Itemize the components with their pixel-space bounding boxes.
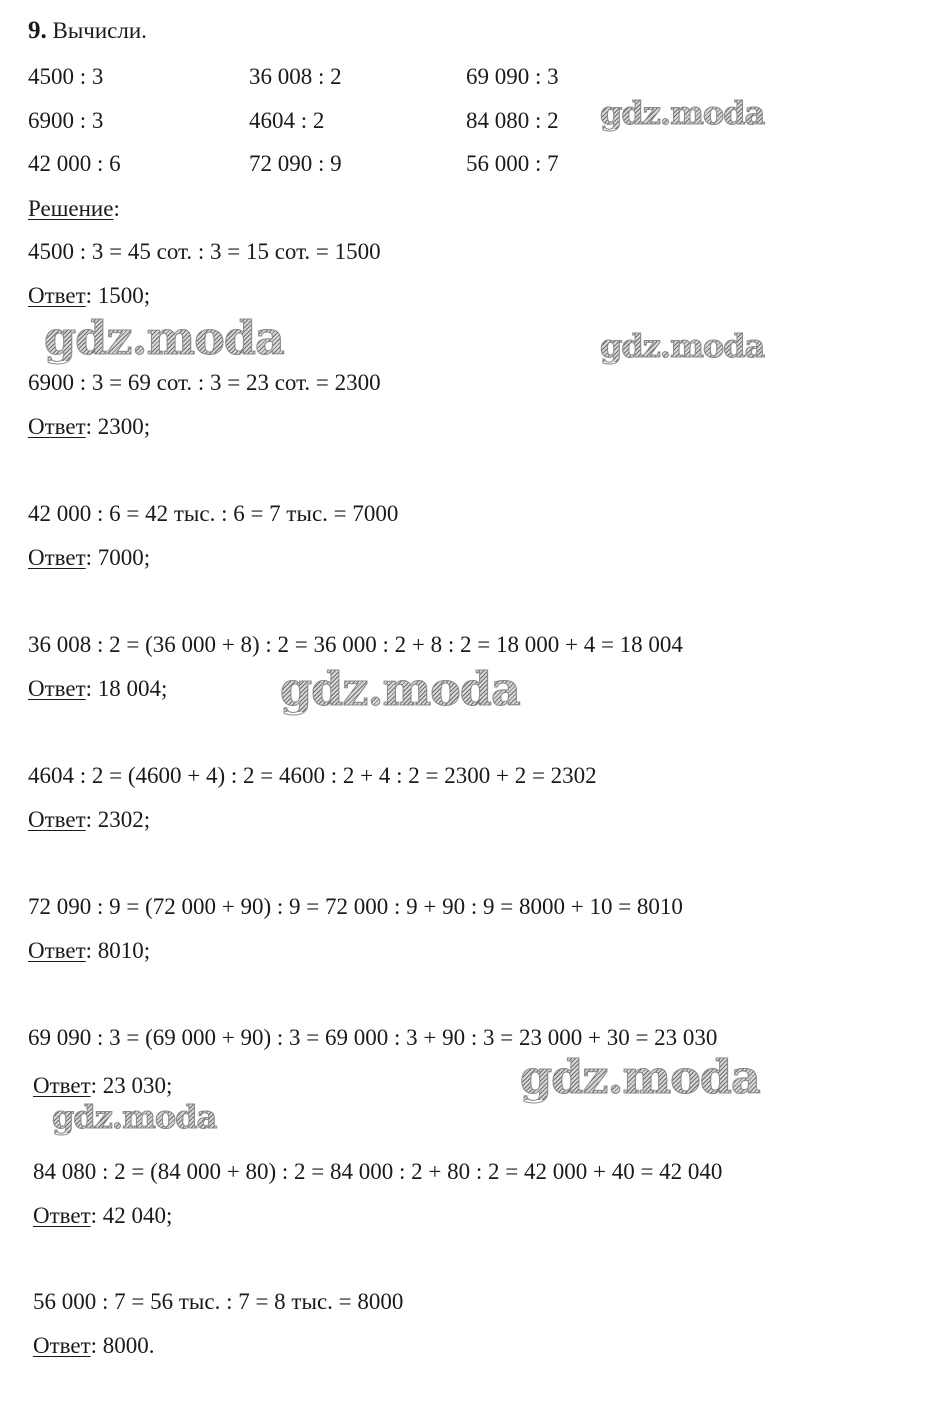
solution-answer (28, 806, 150, 834)
solution-answer (33, 1332, 155, 1360)
solution-equation: 84 080 : 2 = (84 000 + 80) : 2 = 84 000 : 2 + 80 : 2 = 42 000 + 40 = 42 040 (33, 1159, 723, 1184)
task-title: Вычисли. (52, 18, 147, 43)
answer-label: Ответ (28, 676, 86, 701)
watermark: gdz.moda (44, 311, 284, 365)
problem: 4500 : 3 (28, 64, 104, 89)
solution-equation: 4500 : 3 = 45 сот. : 3 = 15 сот. = 1500 (28, 239, 381, 264)
problem: 4604 : 2 (249, 108, 325, 133)
answer-label: Ответ (33, 1203, 91, 1228)
answer-label: Ответ (33, 1073, 91, 1098)
problem: 84 080 : 2 (466, 108, 559, 133)
answer-value: : 18 004; (85, 676, 168, 701)
solution-equation: 56 000 : 7 = 56 тыс. : 7 = 8 тыс. = 8000 (33, 1289, 404, 1314)
solution-answer (28, 937, 150, 965)
watermark: gdz.moda (52, 1098, 217, 1136)
problem: 56 000 : 7 (466, 151, 559, 176)
answer-value: : 8010; (85, 938, 151, 963)
answer-value: : 42 040; (90, 1203, 173, 1228)
solution-answer (28, 675, 167, 703)
solution-answer (28, 544, 150, 572)
answer-label: Ответ (28, 938, 86, 963)
answer-value: : 2302; (85, 807, 151, 832)
problem: 72 090 : 9 (249, 151, 342, 176)
solution-answer (28, 413, 150, 441)
solution-heading: Решение: (28, 196, 120, 221)
problem: 6900 : 3 (28, 108, 104, 133)
problem: 69 090 : 3 (466, 64, 559, 89)
solution-equation: 72 090 : 9 = (72 000 + 90) : 9 = 72 000 : 9 + 90 : 9 = 8000 + 10 = 8010 (28, 894, 683, 919)
solution-equation: 4604 : 2 = (4600 + 4) : 2 = 4600 : 2 + 4 : 2 = 2300 + 2 = 2302 (28, 763, 597, 788)
answer-label: Ответ (28, 414, 86, 439)
watermark: gdz.moda (600, 94, 765, 132)
solution-label: Решение (28, 196, 114, 221)
task-number: 9. (28, 17, 47, 44)
solution-equation: 36 008 : 2 = (36 000 + 8) : 2 = 36 000 : 2 + 8 : 2 = 18 000 + 4 = 18 004 (28, 632, 683, 657)
answer-value: : 1500; (85, 283, 151, 308)
answer-label: Ответ (28, 283, 86, 308)
solution-equation: 69 090 : 3 = (69 000 + 90) : 3 = 69 000 : 3 + 90 : 3 = 23 000 + 30 = 23 030 (28, 1025, 718, 1050)
solution-answer (33, 1072, 172, 1100)
answer-label: Ответ (28, 545, 86, 570)
task-heading (28, 17, 147, 45)
answer-label: Ответ (28, 807, 86, 832)
solution-equation: 6900 : 3 = 69 сот. : 3 = 23 сот. = 2300 (28, 370, 381, 395)
answer-label: Ответ (33, 1333, 91, 1358)
answer-value: : 8000. (90, 1333, 155, 1358)
watermark: gdz.moda (600, 327, 765, 365)
watermark: gdz.moda (520, 1050, 760, 1104)
solution-equation: 42 000 : 6 = 42 тыс. : 6 = 7 тыс. = 7000 (28, 501, 399, 526)
watermark: gdz.moda (280, 662, 520, 716)
answer-value: : 2300; (85, 414, 151, 439)
problem: 36 008 : 2 (249, 64, 342, 89)
answer-value: : 23 030; (90, 1073, 173, 1098)
solution-answer (33, 1202, 172, 1230)
problem: 42 000 : 6 (28, 151, 121, 176)
answer-value: : 7000; (85, 545, 151, 570)
solution-answer (28, 282, 150, 310)
